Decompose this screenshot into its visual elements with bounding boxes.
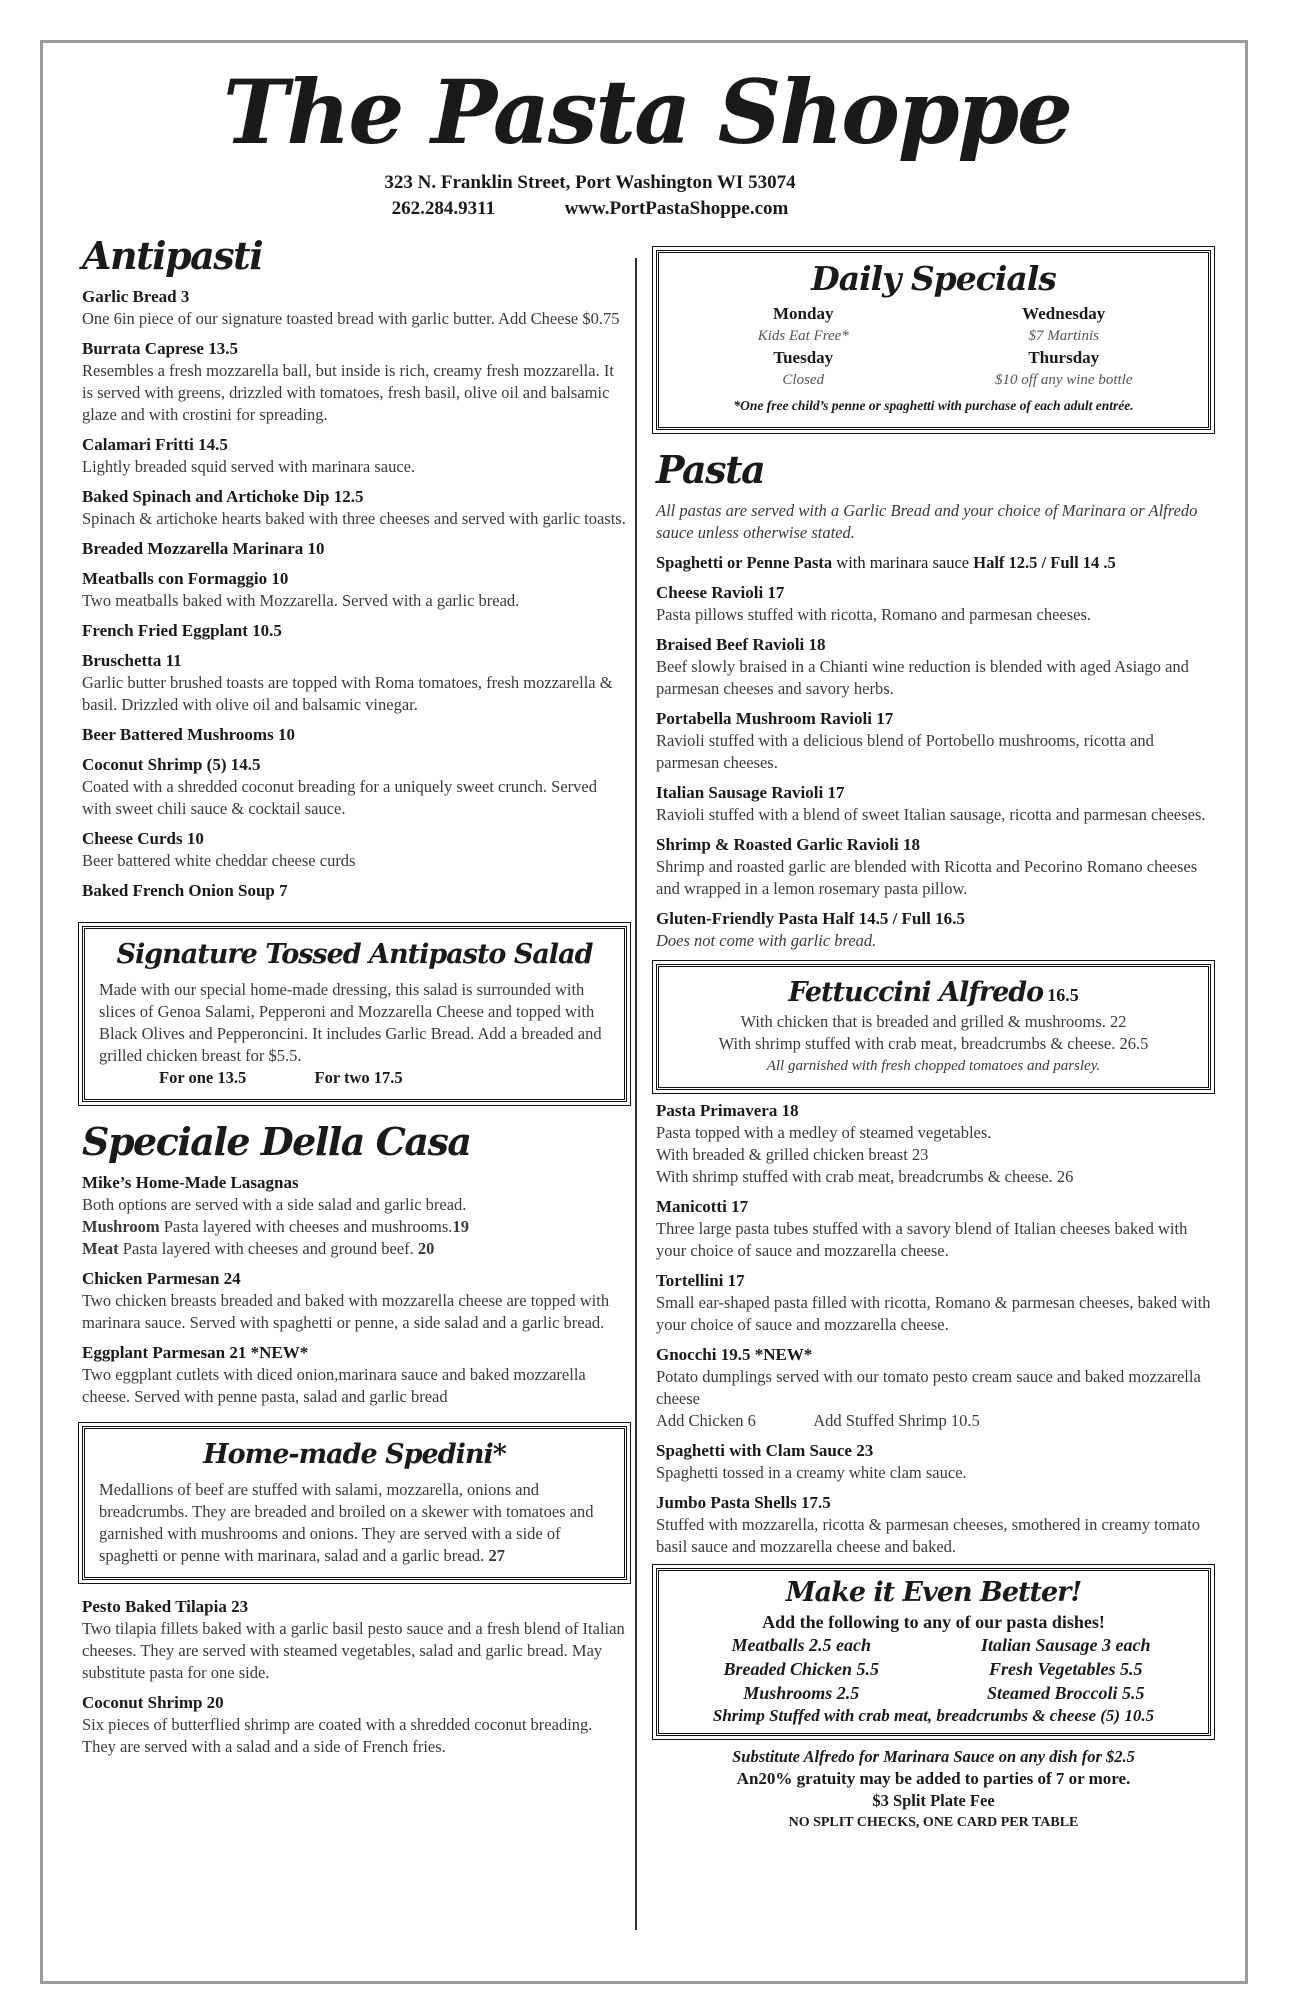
antipasti-item-desc: Lightly breaded squid served with marinara sauce. <box>82 457 416 476</box>
pasta-intro: All pastas are served with a Garlic Bread and your choice of Marinara or Alfredo sauce unless otherwise stated. <box>656 501 1198 542</box>
salad-for-one: For one 13.5 <box>159 1068 247 1087</box>
antipasti-item-name: Baked French Onion Soup 7 <box>82 881 288 900</box>
shells-desc: Stuffed with mozzarella, ricotta & parmesan cheeses, smothered in creamy tomato basil sauce and mozzarella cheese and baked. <box>656 1515 1201 1556</box>
antipasti-item-desc: Garlic butter brushed toasts are topped with Roma tomatoes, fresh mozzarella & basil. Drizzled with olive oil and balsamic vinegar. <box>82 673 613 714</box>
meat-price: 20 <box>417 1239 435 1258</box>
antipasti-item <box>82 286 627 330</box>
antipasti-item-desc: Two meatballs baked with Mozzarella. Served with a garlic bread. <box>82 591 520 610</box>
entree-item-name: Pesto Baked Tilapia 23 <box>82 1597 249 1616</box>
antipasti-list <box>82 286 627 902</box>
alfredo-line3: All garnished with fresh chopped tomatoes and parsley. <box>766 1058 1101 1074</box>
website-link[interactable]: www.PortPastaShoppe.com <box>564 198 789 219</box>
alfredo-title: Fettuccini Alfredo <box>788 977 1044 1008</box>
pasta-item-name: Portabella Mushroom Ravioli 17 <box>656 709 894 728</box>
column-divider <box>635 258 637 1930</box>
pasta-item-desc: Shrimp and roasted garlic are blended with Ricotta and Pecorino Romano cheeses and wrapped in a lemon rosemary pasta pillow. <box>656 857 1198 898</box>
pasta-item-name: Cheese Ravioli 17 <box>656 583 785 602</box>
salad-title: Signature Tossed Antipasto Salad <box>116 939 593 970</box>
special-day-cell <box>934 347 1195 391</box>
make-it-better-box <box>656 1568 1211 1736</box>
clam-name: Spaghetti with Clam Sauce 23 <box>656 1441 874 1460</box>
addon-item: Fresh Vegetables 5.5 <box>988 1659 1143 1679</box>
pasta-item <box>656 708 1211 774</box>
antipasti-item-name: Baked Spinach and Artichoke Dip 12.5 <box>82 487 364 506</box>
speciale-item <box>82 1268 627 1334</box>
daily-specials-title: Daily Specials <box>811 259 1056 298</box>
meat-desc: Pasta layered with cheeses and ground beef. <box>122 1239 414 1258</box>
gnocchi-add-shrimp: Add Stuffed Shrimp 10.5 <box>813 1411 980 1430</box>
antipasti-item <box>82 880 627 902</box>
gnocchi-desc: Potato dumplings served with our tomato pesto cream sauce and baked mozzarella cheese <box>656 1367 1201 1408</box>
specials-note: *One free child’s penne or spaghetti with purchase of each adult entrée. <box>733 398 1134 413</box>
pasta-item-desc: Ravioli stuffed with a delicious blend of Portobello mushrooms, ricotta and parmesan cheeses. <box>656 731 1154 772</box>
alfredo-box <box>656 964 1211 1090</box>
gluten-item <box>656 908 1211 952</box>
spaghetti-price: Half 12.5 / Full 14 .5 <box>973 553 1116 572</box>
addon-item: Breaded Chicken 5.5 <box>723 1659 879 1679</box>
gluten-note: Does not come with garlic bread. <box>656 931 877 950</box>
pasta-item <box>656 782 1211 826</box>
spaghetti-item <box>656 552 1211 574</box>
clam-item <box>656 1440 1211 1484</box>
special-day: Thursday <box>1028 348 1100 367</box>
pasta-more-item-desc: Small ear-shaped pasta filled with ricotta, Romano & parmesan cheeses, baked with your choice of sauce and mozzarella cheese. <box>656 1293 1211 1334</box>
footer-gratuity: An20% gratuity may be added to parties of 7 or more. <box>736 1769 1131 1788</box>
special-day-cell <box>673 347 934 391</box>
meat-label: Meat <box>82 1239 119 1258</box>
pasta-item <box>656 634 1211 700</box>
antipasti-item-name: Bruschetta 11 <box>82 651 182 670</box>
antipasti-item-name: Breaded Mozzarella Marinara 10 <box>82 539 325 558</box>
antipasti-item-name: Calamari Fritti 14.5 <box>82 435 228 454</box>
restaurant-title: The Pasta Shoppe <box>222 60 1072 164</box>
spedini-price: 27 <box>488 1546 505 1565</box>
primavera-chicken: With breaded & grilled chicken breast 23 <box>656 1145 929 1164</box>
pasta-item <box>656 834 1211 900</box>
footer-substitute: Substitute Alfredo for Marinara Sauce on any dish for $2.5 <box>732 1747 1135 1766</box>
antipasti-item-desc: Resembles a fresh mozzarella ball, but inside is rich, creamy fresh mozzarella. It is served with greens, drizzled with tomatoes, fresh basil, olive oil and balsamic glaze and with crostini for spreading. <box>82 361 614 424</box>
addons-grid <box>669 1633 1198 1705</box>
special-day: Wednesday <box>1022 304 1106 323</box>
speciale-item-name: Eggplant Parmesan 21 *NEW* <box>82 1343 309 1362</box>
antipasti-item <box>82 754 627 820</box>
special-day: Tuesday <box>773 348 834 367</box>
pasta-item-desc: Pasta pillows stuffed with ricotta, Romano and parmesan cheeses. <box>656 605 1092 624</box>
pasta-more-item-name: Manicotti 17 <box>656 1197 749 1216</box>
speciale-item <box>82 1342 627 1408</box>
antipasti-item <box>82 338 627 426</box>
left-column <box>82 232 627 1766</box>
pasta-item-desc: Beef slowly braised in a Chianti wine reduction is blended with aged Asiago and parmesan cheeses and savory herbs. <box>656 657 1189 698</box>
speciale-heading: Speciale Della Casa <box>82 1119 471 1164</box>
better-shrimp: Shrimp Stuffed with crab meat, breadcrumbs & cheese (5) 10.5 <box>712 1706 1155 1725</box>
spedini-desc: Medallions of beef are stuffed with salami, mozzarella, onions and breadcrumbs. They are breaded and broiled on a skewer with tomatoes and garnished with mushrooms and onions. They are served with a side of spaghetti or penne with marinara, salad and a garlic bread. <box>99 1480 594 1565</box>
pasta-more-list <box>656 1196 1211 1336</box>
special-day-cell <box>673 303 934 347</box>
antipasti-item <box>82 538 627 560</box>
gnocchi-item <box>656 1344 1211 1432</box>
antipasti-item <box>82 650 627 716</box>
spedini-title: Home-made Spedini* <box>203 1439 506 1470</box>
antipasti-item <box>82 568 627 612</box>
entree-item-desc: Two tilapia fillets baked with a garlic basil pesto sauce and a fresh blend of Italian cheeses. They are served with steamed vegetables, salad and garlic bread. May substitute pasta for one side. <box>82 1619 625 1682</box>
mushroom-desc: Pasta layered with cheeses and mushrooms. <box>163 1217 453 1236</box>
antipasti-item-name: Burrata Caprese 13.5 <box>82 339 238 358</box>
addon-item: Italian Sausage 3 each <box>980 1635 1151 1655</box>
special-offer: $7 Martinis <box>1028 328 1099 344</box>
speciale-item-desc: Two eggplant cutlets with diced onion,marinara sauce and baked mozzarella cheese. Served with penne pasta, salad and garlic bread <box>82 1365 586 1406</box>
antipasti-item-name: Cheese Curds 10 <box>82 829 204 848</box>
antipasti-item-desc: Beer battered white cheddar cheese curds <box>82 851 356 870</box>
entree-item <box>82 1596 627 1684</box>
antipasti-item-name: Beer Battered Mushrooms 10 <box>82 725 295 744</box>
footer-split-fee: $3 Split Plate Fee <box>872 1791 995 1810</box>
antipasti-item-desc: Spinach & artichoke hearts baked with three cheeses and served with garlic toasts. <box>82 509 626 528</box>
alfredo-price: 16.5 <box>1047 985 1079 1005</box>
speciale-item-name: Chicken Parmesan 24 <box>82 1269 241 1288</box>
speciale-item-desc: Two chicken breasts breaded and baked with mozzarella cheese are topped with marinara sauce. Served with spaghetti or penne, a side salad and a garlic bread. <box>82 1291 610 1332</box>
speciale-list <box>82 1268 627 1408</box>
primavera-shrimp: With shrimp stuffed with crab meat, breadcrumbs & cheese. 26 <box>656 1167 1074 1186</box>
antipasti-item <box>82 620 627 642</box>
better-title: Make it Even Better! <box>785 1577 1082 1608</box>
pasta-more-item <box>656 1196 1211 1262</box>
special-offer: Kids Eat Free* <box>757 328 849 344</box>
mushroom-price: 19 <box>452 1217 469 1236</box>
lasagna-item <box>82 1172 627 1260</box>
addon-item: Mushrooms 2.5 <box>743 1683 860 1703</box>
daily-specials-box <box>656 250 1211 430</box>
gnocchi-add-chicken: Add Chicken 6 <box>656 1411 756 1430</box>
pasta-item-name: Braised Beef Ravioli 18 <box>656 635 826 654</box>
entree-item <box>82 1692 627 1758</box>
pasta-list <box>656 582 1211 900</box>
antipasto-salad-box <box>82 926 627 1102</box>
pasta-item-desc: Ravioli stuffed with a blend of sweet Italian sausage, ricotta and parmesan cheeses. <box>656 805 1206 824</box>
antipasti-item <box>82 828 627 872</box>
pasta-more-item-name: Tortellini 17 <box>656 1271 745 1290</box>
shells-item <box>656 1492 1211 1558</box>
antipasti-item-name: Garlic Bread 3 <box>82 287 190 306</box>
pasta-item-name: Shrimp & Roasted Garlic Ravioli 18 <box>656 835 920 854</box>
address: 323 N. Franklin Street, Port Washington WI 53074 <box>384 172 796 193</box>
primavera-desc: Pasta topped with a medley of steamed vegetables. <box>656 1123 992 1142</box>
salad-desc: Made with our special home-made dressing, this salad is surrounded with slices of Genoa Salami, Pepperoni and Mozzarella Cheese and topped with Black Olives and Pepperoncini. It includes Garlic Bread. Add a breaded and grilled chicken breast for $5.5. <box>99 980 602 1065</box>
addon-item: Meatballs 2.5 each <box>731 1635 871 1655</box>
addon-item: Steamed Broccoli 5.5 <box>987 1683 1145 1703</box>
pasta-item <box>656 582 1211 626</box>
primavera-name: Pasta Primavera 18 <box>656 1101 799 1120</box>
gluten-name: Gluten-Friendly Pasta Half 14.5 / Full 16.5 <box>656 909 965 928</box>
antipasti-item-desc: One 6in piece of our signature toasted bread with garlic butter. Add Cheese $0.75 <box>82 309 620 328</box>
pasta-more-item-desc: Three large pasta tubes stuffed with a savory blend of Italian cheeses baked with your choice of sauce and mozzarella cheese. <box>656 1219 1188 1260</box>
lasagna-desc: Both options are served with a side salad and garlic bread. <box>82 1195 467 1214</box>
pasta-heading: Pasta <box>656 447 765 492</box>
antipasti-item <box>82 724 627 746</box>
entree-item-desc: Six pieces of butterflied shrimp are coated with a shredded coconut breading. They are served with a salad and a side of French fries. <box>82 1715 593 1756</box>
salad-for-two: For two 17.5 <box>314 1068 403 1087</box>
specials-grid <box>673 303 1194 391</box>
spaghetti-desc: with marinara sauce <box>836 553 970 572</box>
special-offer: Closed <box>782 372 825 388</box>
more-entrees-list <box>82 1596 627 1758</box>
antipasti-item-name: French Fried Eggplant 10.5 <box>82 621 282 640</box>
alfredo-line2: With shrimp stuffed with crab meat, breadcrumbs & cheese. 26.5 <box>718 1034 1149 1053</box>
pasta-more-item <box>656 1270 1211 1336</box>
lasagna-name: Mike’s Home-Made Lasagnas <box>82 1173 299 1192</box>
phone: 262.284.9311 <box>391 198 496 219</box>
antipasti-item <box>82 434 627 478</box>
shells-name: Jumbo Pasta Shells 17.5 <box>656 1493 831 1512</box>
antipasti-item-name: Coconut Shrimp (5) 14.5 <box>82 755 261 774</box>
antipasti-item-name: Meatballs con Formaggio 10 <box>82 569 289 588</box>
antipasti-heading: Antipasti <box>82 233 263 278</box>
special-day: Monday <box>773 304 834 323</box>
better-subtitle: Add the following to any of our pasta dishes! <box>762 1612 1105 1632</box>
clam-desc: Spaghetti tossed in a creamy white clam sauce. <box>656 1463 967 1482</box>
alfredo-line1: With chicken that is breaded and grilled & mushrooms. 22 <box>740 1012 1127 1031</box>
antipasti-item-desc: Coated with a shredded coconut breading for a uniquely sweet crunch. Served with sweet chili sauce & cocktail sauce. <box>82 777 597 818</box>
antipasti-item <box>82 486 627 530</box>
pasta-item-name: Italian Sausage Ravioli 17 <box>656 783 845 802</box>
special-day-cell <box>934 303 1195 347</box>
primavera-item <box>656 1100 1211 1188</box>
gnocchi-name: Gnocchi 19.5 *NEW* <box>656 1345 813 1364</box>
spedini-box <box>82 1426 627 1580</box>
footer-policy: NO SPLIT CHECKS, ONE CARD PER TABLE <box>788 1815 1079 1830</box>
mushroom-label: Mushroom <box>82 1217 160 1236</box>
entree-item-name: Coconut Shrimp 20 <box>82 1693 224 1712</box>
spaghetti-name: Spaghetti or Penne Pasta <box>656 553 833 572</box>
contact-line <box>0 198 1180 220</box>
right-column <box>656 250 1211 1834</box>
special-offer: $10 off any wine bottle <box>995 372 1133 388</box>
